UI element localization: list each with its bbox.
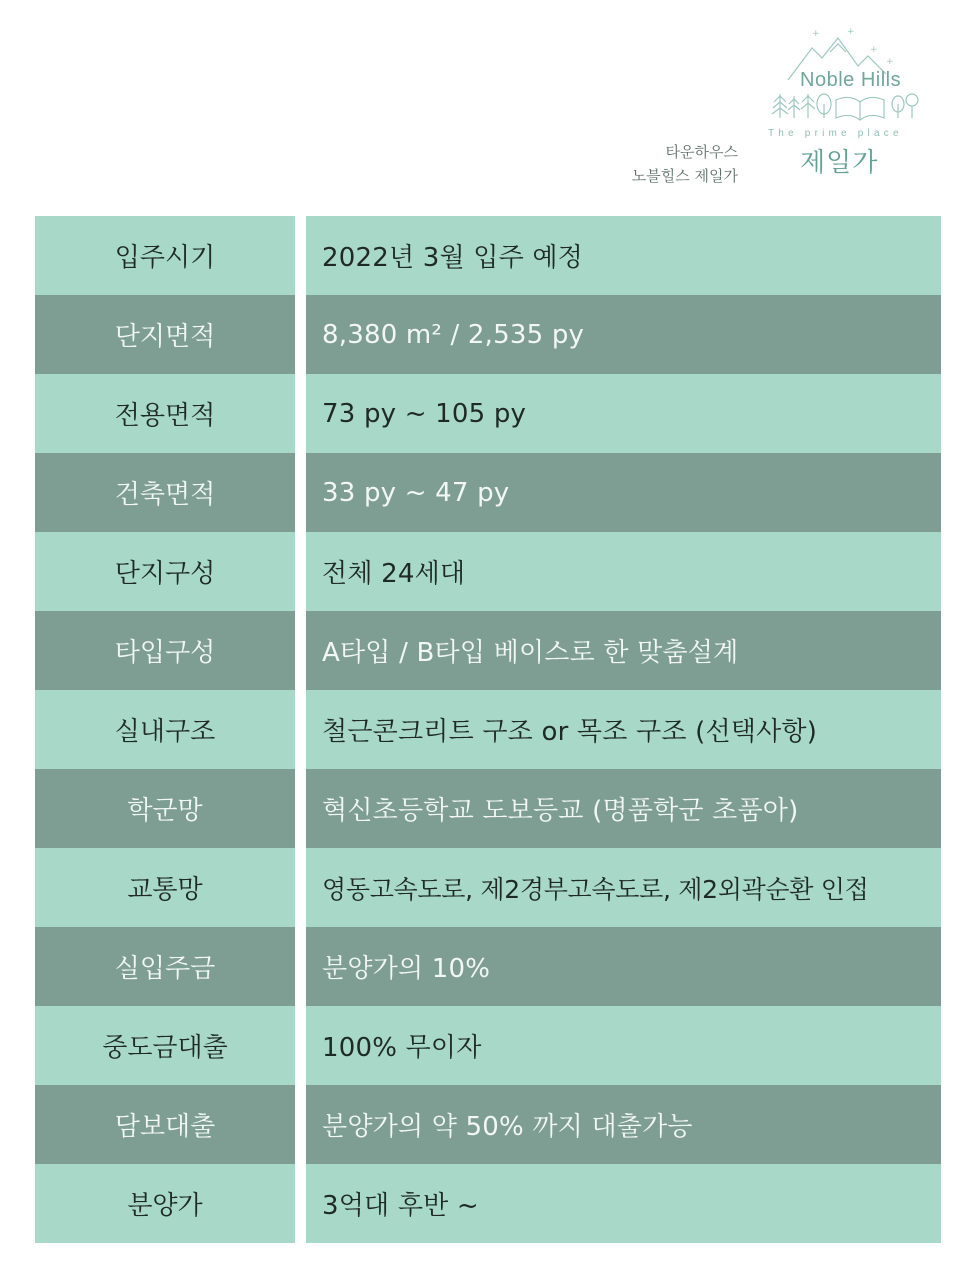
row-value: 철근콘크리트 구조 or 목조 구조 (선택사항): [306, 690, 941, 769]
table-row: [35, 453, 941, 532]
table-row: [35, 1085, 941, 1164]
column-divider: [295, 374, 306, 453]
table-row: [35, 1164, 941, 1243]
row-label: 중도금대출: [35, 1006, 295, 1085]
table-row: [35, 295, 941, 374]
project-subtitle: [600, 140, 738, 188]
column-divider: [295, 1085, 306, 1164]
table-row: [35, 927, 941, 1006]
logo-tagline: The prime place: [768, 128, 903, 139]
svg-text:+: +: [847, 27, 855, 37]
row-label: 실내구조: [35, 690, 295, 769]
row-label: 학군망: [35, 769, 295, 848]
column-divider: [295, 611, 306, 690]
row-label: 입주시기: [35, 216, 295, 295]
row-value: A타입 / B타입 베이스로 한 맞춤설계: [306, 611, 941, 690]
column-divider: [295, 1164, 306, 1243]
page-header: [0, 0, 980, 210]
row-value: 2022년 3월 입주 예정: [306, 216, 941, 295]
row-label: 단지구성: [35, 532, 295, 611]
row-value: 전체 24세대: [306, 532, 941, 611]
column-divider: [295, 690, 306, 769]
table-row: [35, 848, 941, 927]
table-row: [35, 216, 941, 295]
column-divider: [295, 848, 306, 927]
row-label: 타입구성: [35, 611, 295, 690]
table-row: [35, 1006, 941, 1085]
row-label: 건축면적: [35, 453, 295, 532]
logo-korean-name: 제일가: [800, 148, 879, 178]
row-label: 전용면적: [35, 374, 295, 453]
info-table: [35, 216, 941, 1243]
row-value: 분양가의 10%: [306, 927, 941, 1006]
column-divider: [295, 453, 306, 532]
row-value: 분양가의 약 50% 까지 대출가능: [306, 1085, 941, 1164]
svg-text:+: +: [870, 45, 878, 55]
table-row: [35, 374, 941, 453]
row-value: 영동고속도로, 제2경부고속도로, 제2외곽순환 인접: [306, 848, 941, 927]
column-divider: [295, 216, 306, 295]
row-value: 3억대 후반 ~: [306, 1164, 941, 1243]
row-value: 33 py ~ 47 py: [306, 453, 941, 532]
row-value: 8,380 m² / 2,535 py: [306, 295, 941, 374]
subtitle-line-1: 타운하우스: [665, 143, 738, 161]
column-divider: [295, 1006, 306, 1085]
row-label: 분양가: [35, 1164, 295, 1243]
column-divider: [295, 532, 306, 611]
row-value: 100% 무이자: [306, 1006, 941, 1085]
column-divider: [295, 295, 306, 374]
row-label: 실입주금: [35, 927, 295, 1006]
column-divider: [295, 769, 306, 848]
row-label: 단지면적: [35, 295, 295, 374]
table-row: [35, 532, 941, 611]
row-label: 교통망: [35, 848, 295, 927]
svg-text:+: +: [886, 57, 894, 67]
column-divider: [295, 927, 306, 1006]
svg-text:+: +: [812, 29, 820, 39]
noble-hills-logo: [760, 22, 930, 192]
logo-name: Noble Hills: [800, 69, 902, 91]
table-row: [35, 611, 941, 690]
row-value: 73 py ~ 105 py: [306, 374, 941, 453]
subtitle-line-2: 노블힐스 제일가: [631, 167, 738, 185]
table-row: [35, 690, 941, 769]
table-row: [35, 769, 941, 848]
row-value: 혁신초등학교 도보등교 (명품학군 초품아): [306, 769, 941, 848]
row-label: 담보대출: [35, 1085, 295, 1164]
